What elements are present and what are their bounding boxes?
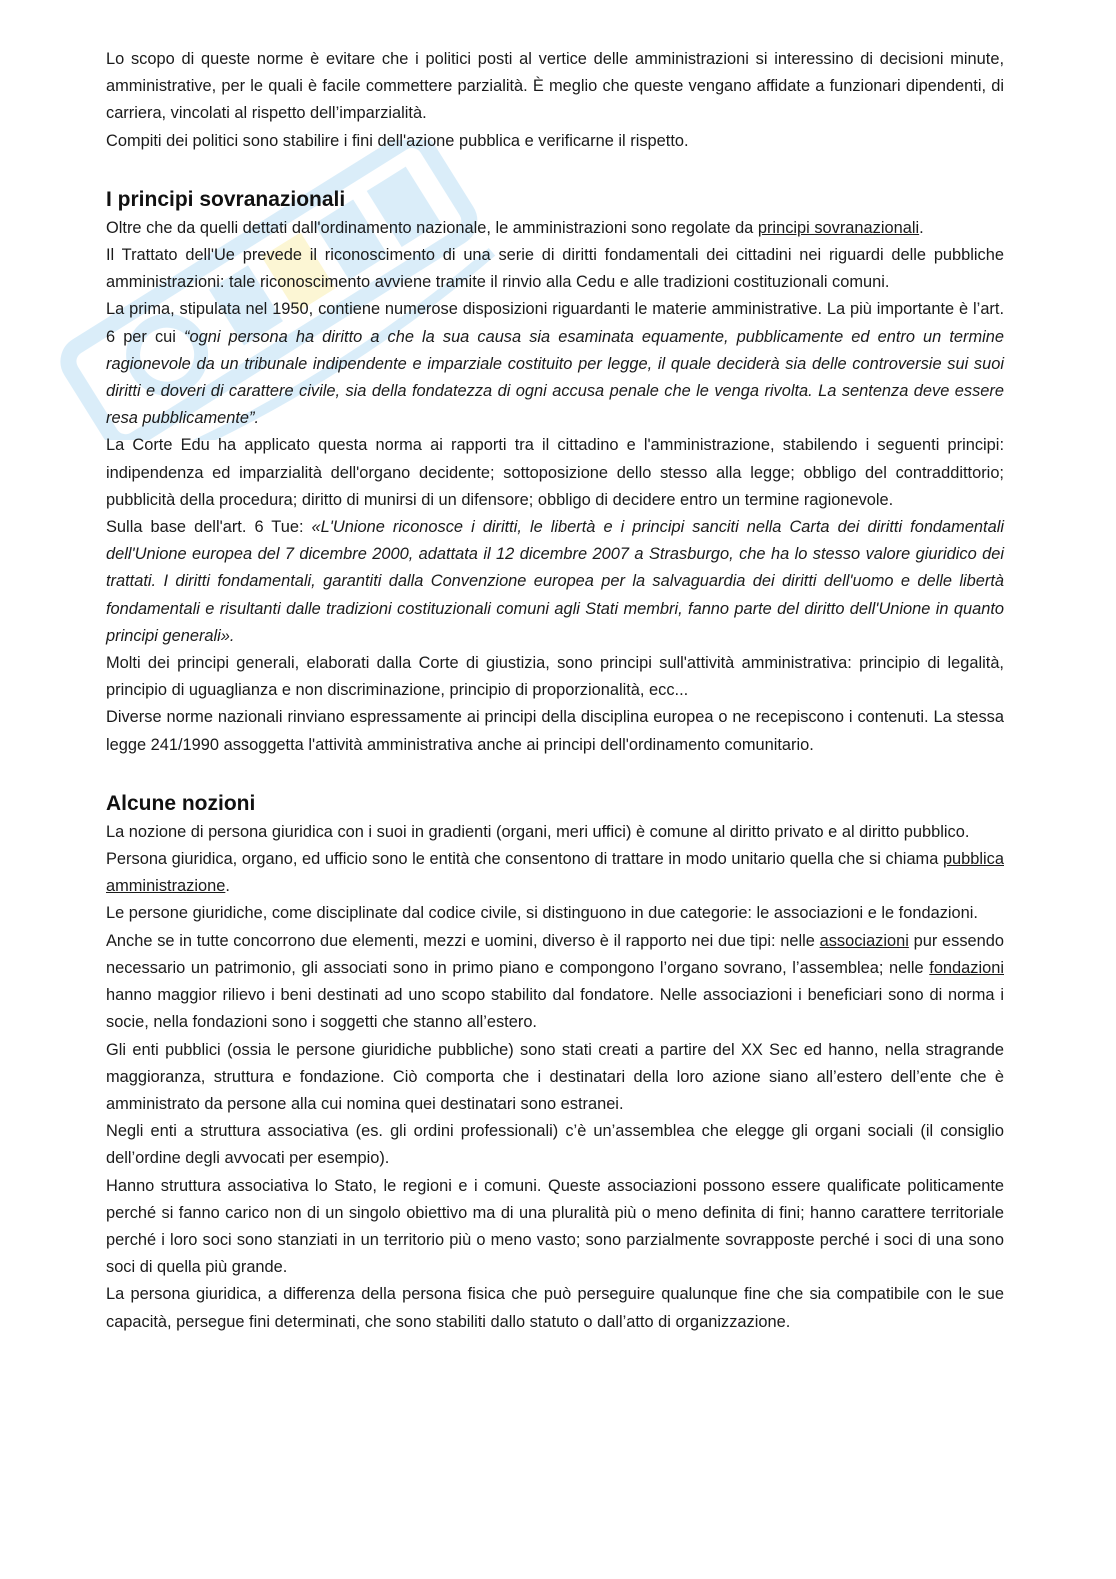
section2-paragraph-4: Anche se in tutte concorrono due elementi, mezzi e uomini, diverso è il rapporto nei due tipi: nelle associazioni pur essendo necessario un patrimonio, gli associati sono in primo piano e compongono l’organo sovrano, l’assemblea; nelle fondazioni hanno maggior rilievo i beni destinati ad uno scopo stabilito dal fondatore. Nelle associazioni i beneficiari sono di norma i socie, nella fondazioni sono i soggetti che stanno all’estero. — [106, 931, 1004, 1032]
document-body — [106, 46, 1004, 1336]
intro-paragraph-1: Lo scopo di queste norme è evitare che i politici posti al vertice delle amministrazioni si interessino di decisioni minute, amministrative, per le quali è facile commettere parzialità. È meglio che queste vengano affidate a funzionari dipendenti, di carriera, vincolati al rispetto dell’imparzialità. — [106, 50, 1004, 123]
section-heading-principi: I principi sovranazionali — [106, 187, 346, 211]
section2-paragraph-1: La nozione di persona giuridica con i suoi in gradienti (organi, meri uffici) è comune al diritto privato e al diritto pubblico. — [106, 822, 970, 841]
section2-paragraph-7: Hanno struttura associativa lo Stato, le regioni e i comuni. Queste associazioni possono essere qualificate politicamente perché si fanno carico non di un singolo obiettivo ma di una pluralità più o meno definita di fini; hanno carattere territoriale perché i loro soci sono stanziati in un territorio più o meno vasto; sono parzialmente sovrapposte perché i soci di una sono soci di quella più grande. — [106, 1176, 1004, 1277]
section2-paragraph-5: Gli enti pubblici (ossia le persone giuridiche pubbliche) sono stati creati a partire del XX Sec ed hanno, nella stragrande maggioranza, struttura e fondazione. Ciò comporta che i destinatari della loro azione siano all’estero dell’ente che è amministrato da persone alla cui nomina quei destinatari sono estranei. — [106, 1040, 1004, 1113]
intro-paragraph-2: Compiti dei politici sono stabilire i fini dell'azione pubblica e verificarne il rispetto. — [106, 131, 689, 150]
section1-paragraph-5: Sulla base dell'art. 6 Tue: «L'Unione riconosce i diritti, le libertà e i principi sanciti nella Carta dei diritti fondamentali dell'Unione europea del 7 dicembre 2000, adattata il 12 dicembre 2007 a Strasburgo, che ha lo stesso valore giuridico dei trattati. I diritti fondamentali, garantiti dalla Convenzione europea per la salvaguardia dei diritti dell'uomo e delle libertà fondamentali e risultanti dalle tradizioni costituzionali comuni agli Stati membri, fanno parte del diritto dell'Unione in quanto principi generali». — [106, 518, 1004, 645]
section1-paragraph-4: La Corte Edu ha applicato questa norma ai rapporti tra il cittadino e l'amministrazione, stabilendo i seguenti principi: indipendenza ed imparzialità dell'organo decidente; sottoposizione dello stesso alla legge; obbligo del contraddittorio; pubblicità della procedura; diritto di munirsi di un difensore; obbligo di decidere entro un termine ragionevole. — [106, 436, 1004, 509]
section1-paragraph-7: Diverse norme nazionali rinviano espressamente ai principi della disciplina europea o ne recepiscono i contenuti. La stessa legge 241/1990 assoggetta l'attività amministrativa anche ai principi dell'ordinamento comunitario. — [106, 708, 1004, 754]
section-heading-nozioni: Alcune nozioni — [106, 791, 256, 815]
section2-paragraph-2: Persona giuridica, organo, ed ufficio sono le entità che consentono di trattare in modo unitario quella che si chiama pubblica amministrazione. — [106, 850, 1004, 896]
principi-sovranazionali-term: principi sovranazionali — [757, 218, 920, 237]
section2-paragraph-6: Negli enti a struttura associativa (es. gli ordini professionali) c’è un’assemblea che elegge gli organi sociali (il consiglio dell’ordine degli avvocati per esempio). — [106, 1122, 1004, 1168]
art6-quote: “ogni persona ha diritto a che la sua causa sia esaminata equamente, pubblicamente ed entro un termine ragionevole da un tribunale indipendente e imparziale costituito per legge, il quale deciderà sia delle controversie sui suoi diritti e doveri di carattere civile, sia della fondatezza di ogni accusa penale che le venga rivolta. La sentenza deve essere resa pubblicamente”. — [106, 327, 1004, 428]
associazioni-term: associazioni — [819, 931, 909, 950]
section2-paragraph-8: La persona giuridica, a differenza della persona fisica che può perseguire qualunque fine che sia compatibile con le sue capacità, persegue fini determinati, che sono stabiliti dallo statuto o dall’atto di organizzazione. — [106, 1285, 1004, 1331]
pubblica-amministrazione-term: pubblica amministrazione — [106, 850, 1004, 896]
section1-paragraph-3: La prima, stipulata nel 1950, contiene numerose disposizioni riguardanti le materie amministrative. La più importante è l’art. 6 per cui “ogni persona ha diritto a che la sua causa sia esaminata equamente, pubblicamente ed entro un termine ragionevole da un tribunale indipendente e imparziale costituito per legge, il quale deciderà sia delle controversie sui suoi diritti e doveri di carattere civile, sia della fondatezza di ogni accusa penale che le venga rivolta. La sentenza deve essere resa pubblicamente”. — [106, 300, 1004, 428]
section1-paragraph-2: Il Trattato dell'Ue prevede il riconoscimento di una serie di diritti fondamentali dei cittadini nei riguardi delle pubbliche amministrazioni: tale riconoscimento avviene tramite il rinvio alla Cedu e alle tradizioni costituzionali comuni. — [106, 246, 1004, 292]
section1-paragraph-1: Oltre che da quelli dettati dall'ordinamento nazionale, le amministrazioni sono regolate da principi sovranazionali. — [106, 218, 924, 237]
section2-paragraph-3: Le persone giuridiche, come disciplinate dal codice civile, si distinguono in due categorie: le associazioni e le fondazioni. — [106, 904, 978, 923]
tue-quote: «L'Unione riconosce i diritti, le libertà e i principi sanciti nella Carta dei diritti fondamentali dell'Unione europea del 7 dicembre 2000, adattata il 12 dicembre 2007 a Strasburgo, che ha lo stesso valore giuridico dei trattati. I diritti fondamentali, garantiti dalla Convenzione europea per la salvaguardia dei diritti dell'uomo e delle libertà fondamentali e risultanti dalle tradizioni costituzionali comuni agli Stati membri, fanno parte del diritto dell'Unione in quanto principi generali». — [106, 518, 1004, 645]
fondazioni-term: fondazioni — [929, 958, 1004, 977]
section1-paragraph-6: Molti dei principi generali, elaborati dalla Corte di giustizia, sono principi sull'attività amministrativa: principio di legalità, principio di uguaglianza e non discriminazione, principio di proporzionalità, ecc... — [106, 654, 1004, 700]
